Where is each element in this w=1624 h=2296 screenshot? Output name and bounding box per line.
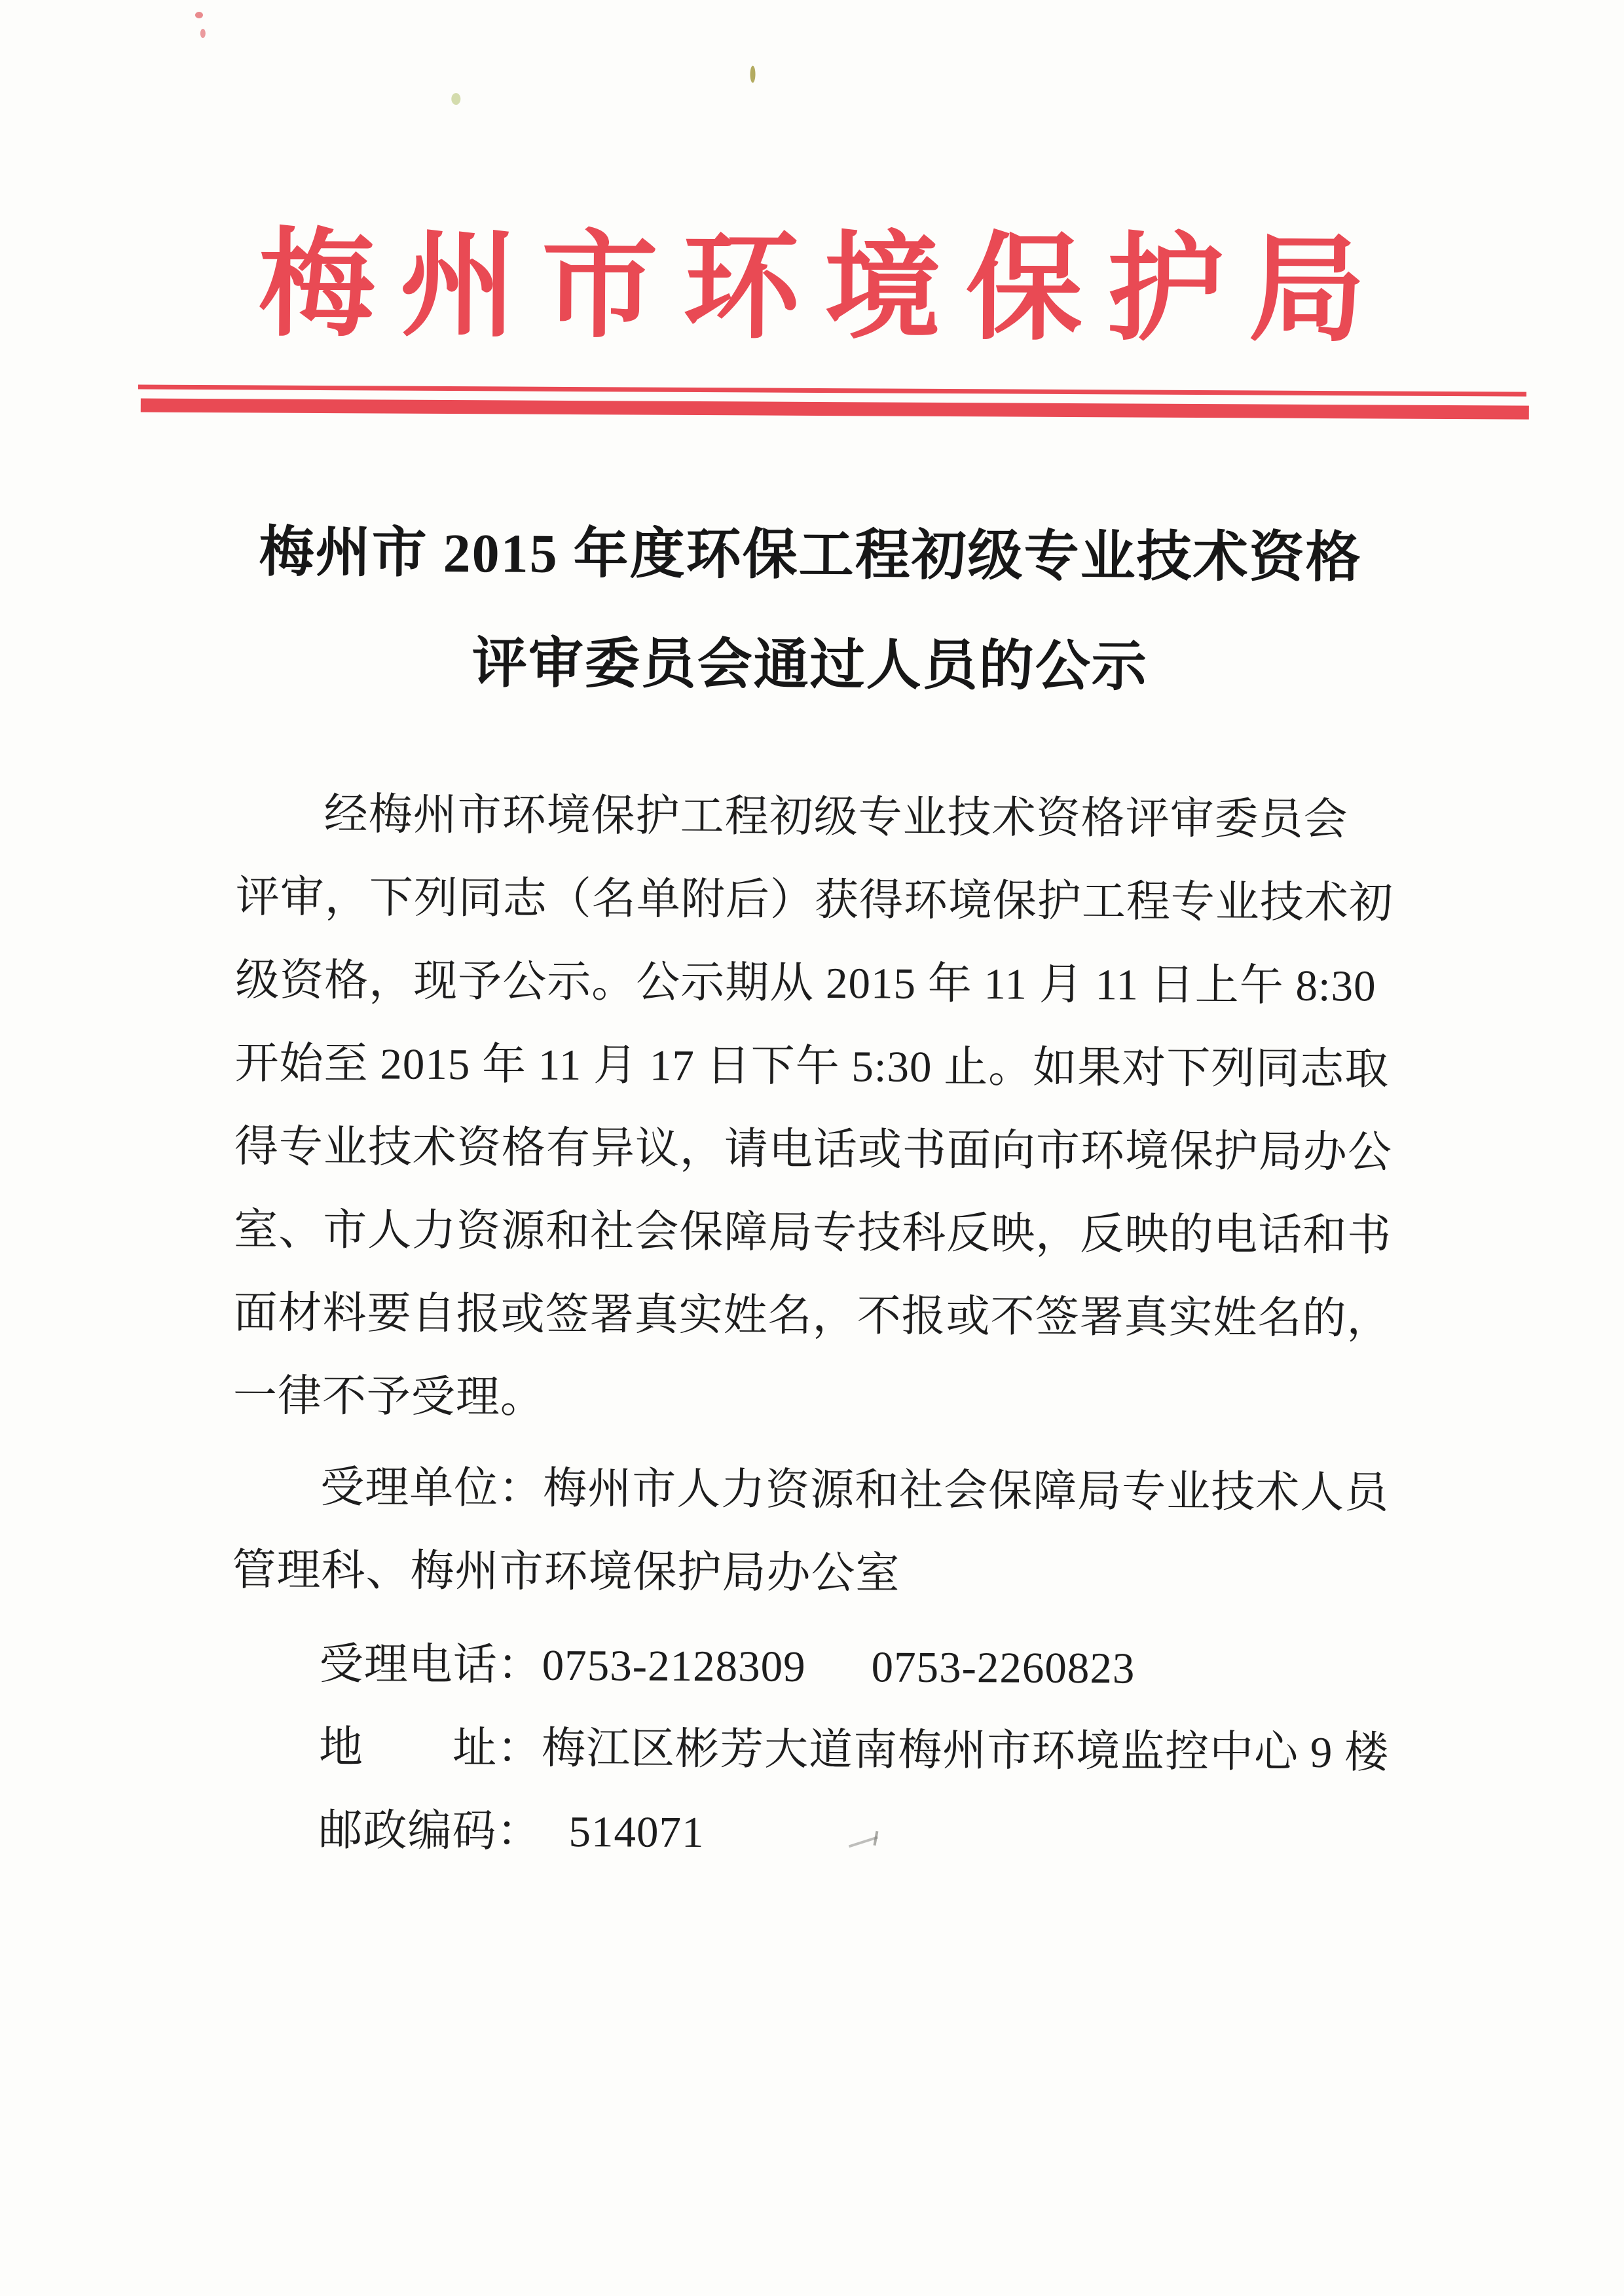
body-line-3: 级资格，现予公示。公示期从 2015 年 11 月 11 日上午 8:30 bbox=[235, 956, 1376, 1011]
body-line-1: 经梅州市环境保护工程初级专业技术资格评审委员会 bbox=[323, 790, 1348, 845]
letterhead-rule-thick bbox=[141, 399, 1529, 420]
scan-speck bbox=[195, 12, 203, 18]
body-line-5: 得专业技术资格有异议，请电话或书面向市环境保护局办公 bbox=[234, 1122, 1393, 1177]
scan-speck bbox=[200, 29, 206, 38]
phone-number-1: 0753-2128309 bbox=[542, 1641, 806, 1691]
phone-line bbox=[231, 1622, 1384, 1711]
postal-value: 514071 bbox=[568, 1808, 705, 1857]
postal-label: 邮政编码： bbox=[318, 1806, 542, 1856]
body-line-4: 开始至 2015 年 11 月 17 日下午 5:30 止。如果对下列同志取 bbox=[234, 1039, 1390, 1094]
body-line-7: 面材料要自报或签署真实姓名，不报或不签署真实姓名的， bbox=[233, 1288, 1392, 1343]
body-line-2: 评审，下列同志（名单附后）获得环境保护工程专业技术初 bbox=[235, 873, 1394, 928]
letterhead-rule-thin bbox=[138, 385, 1526, 397]
title-line-2: 评审委员会通过人员的公示 bbox=[471, 633, 1149, 698]
address-line bbox=[231, 1705, 1390, 1795]
address-label: 地 址： bbox=[318, 1723, 542, 1773]
title-line-1: 梅州市 2015 年度环保工程初级专业技术资格 bbox=[259, 522, 1362, 589]
scan-speck bbox=[451, 93, 460, 105]
phone-label: 受理电话： bbox=[319, 1640, 542, 1690]
scan-speck bbox=[750, 65, 755, 82]
postal-line bbox=[231, 1789, 1384, 1878]
acceptance-unit-line-2: 管理科、梅州市环境保护局办公室 bbox=[232, 1546, 900, 1598]
address-value: 梅江区彬芳大道南梅州市环境监控中心 9 楼 bbox=[541, 1724, 1390, 1777]
announcement-body bbox=[231, 773, 1394, 1878]
phone-number-2: 0753-2260823 bbox=[871, 1643, 1135, 1693]
body-line-6: 室、市人力资源和社会保障局专技科反映，反映的电话和书 bbox=[234, 1205, 1392, 1260]
announcement-title bbox=[0, 496, 1623, 725]
body-line-8: 一律不予受理。 bbox=[232, 1372, 545, 1422]
acceptance-unit-line-1: 受理单位：梅州市人力资源和社会保障局专业技术人员 bbox=[320, 1463, 1390, 1518]
letterhead-org-name: 梅州市环境保护局 bbox=[258, 220, 1391, 356]
